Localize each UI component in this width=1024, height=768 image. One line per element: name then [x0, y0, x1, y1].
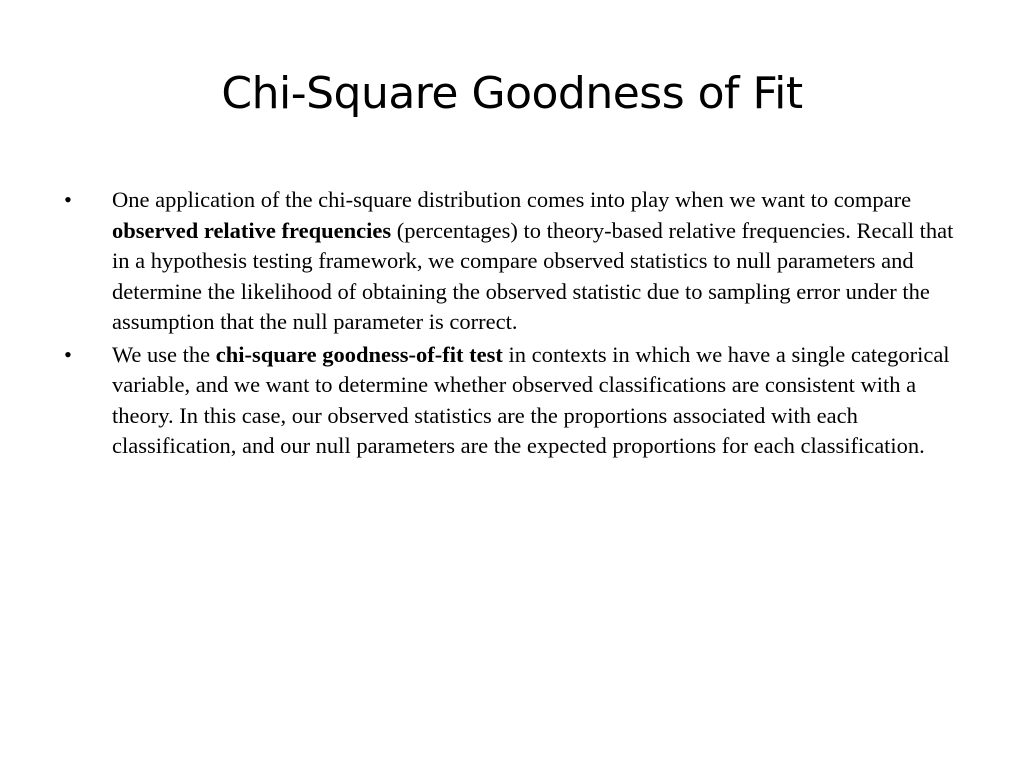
bullet-text-end: (percentages) to theory-based relative frequencies. Recall that in a hypothesis testing framework, we compare observed statistics to null parameters and determine the likelihood of obtaining the observed statistic due to sampling error under the assumption that the null parameter is correct. — [112, 217, 954, 334]
bullet-text-start: One application of the chi-square distribution comes into play when we want to compare — [112, 187, 912, 212]
bold-term-observed-relative-frequencies: observed relative frequencies — [112, 217, 392, 243]
bullet-item — [64, 340, 964, 462]
bullet-item — [64, 185, 964, 338]
bullet-list — [64, 185, 964, 464]
slide-title: Chi-Square Goodness of Fit — [221, 68, 803, 119]
bold-term-goodness-of-fit-test: chi-square goodness-of-fit test — [215, 341, 503, 367]
bullet-dot: • — [64, 341, 72, 367]
bullet-text-end: in contexts in which we have a single categorical variable, and we want to determine whether observed classifications are consistent with a theory. In this case, our observed statistics are the proportions associated with each classification, and our null parameters are the expected proportions for each classification. — [112, 341, 950, 458]
bullet-text — [112, 342, 950, 459]
bullet-dot: • — [64, 187, 72, 212]
bullet-text-start: We use the — [112, 341, 216, 367]
bullet-text — [112, 187, 953, 334]
